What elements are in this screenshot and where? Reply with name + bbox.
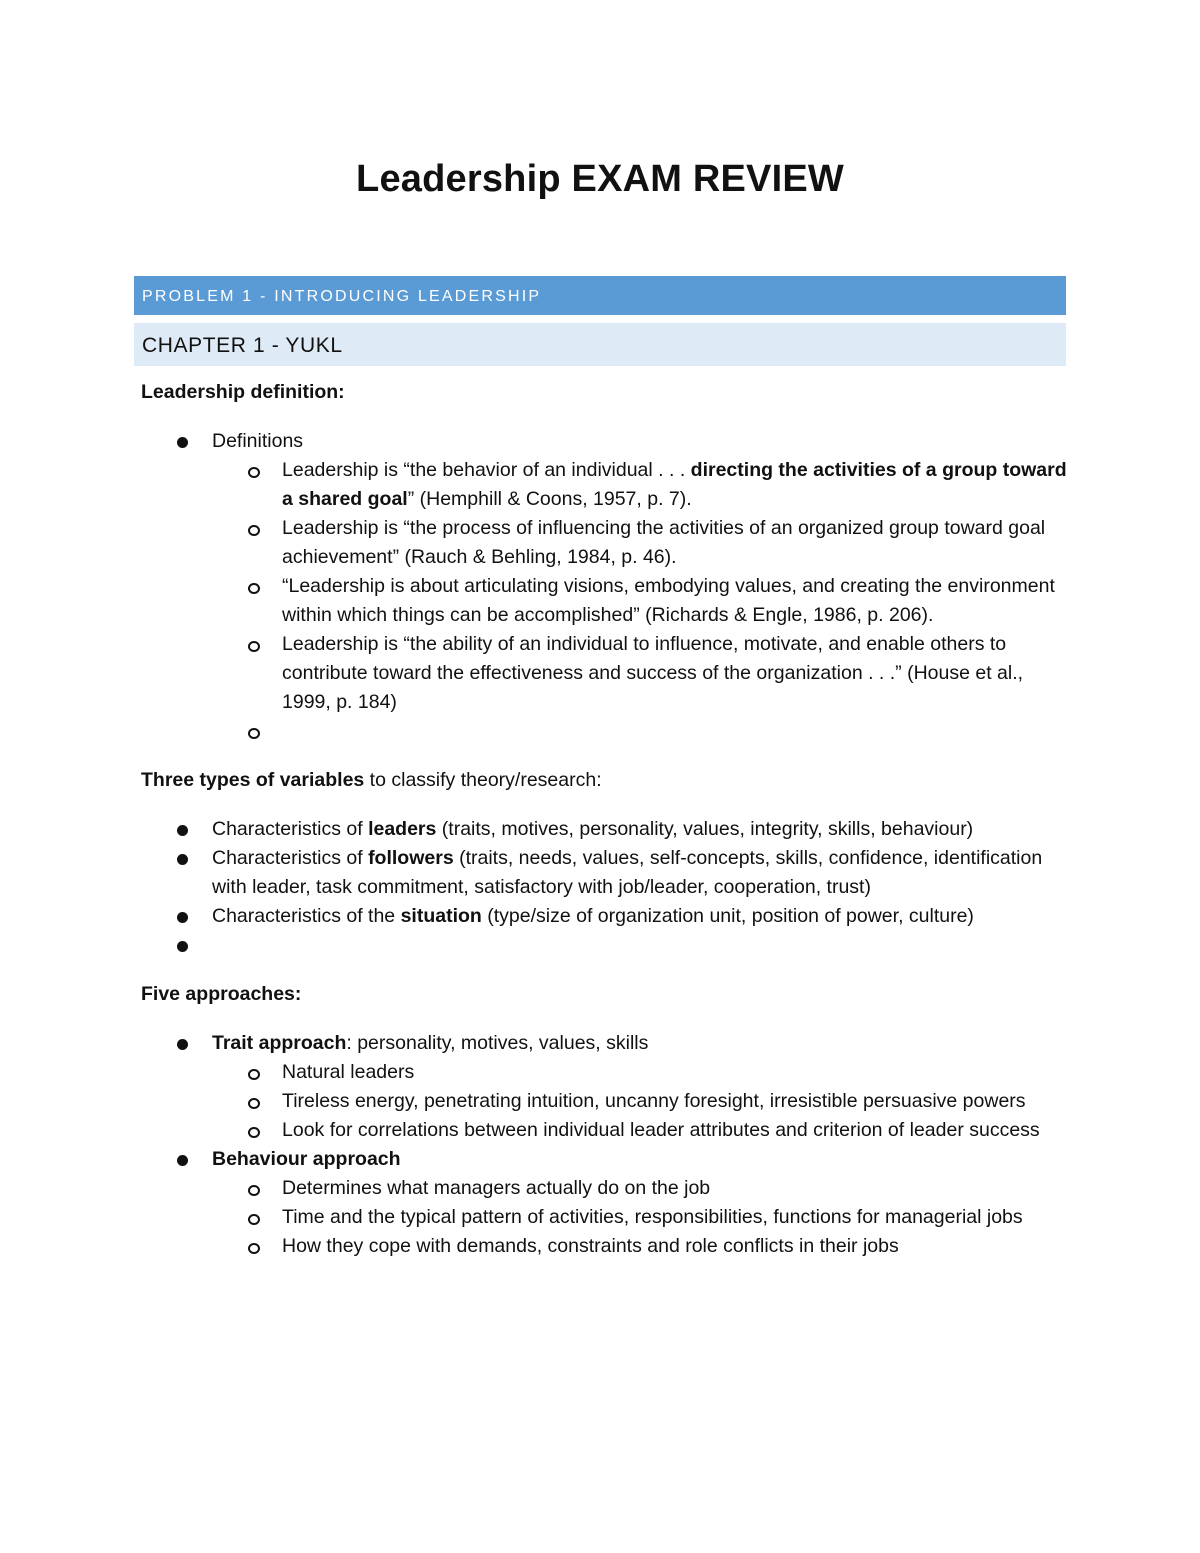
chapter-heading: CHAPTER 1 - YUKL [134, 323, 1066, 366]
circle-bullet-icon [248, 1185, 260, 1196]
definition-item-2: Leadership is “the process of influencing the activities of an organized group toward goal achievement” (Rauch & Behling, 1984, p. 46). [141, 514, 1071, 572]
variables-list [141, 815, 1071, 960]
bullet-icon [177, 912, 188, 923]
bullet-icon [177, 941, 188, 952]
trait-approach-item: Trait approach: personality, motives, values, skills [141, 1029, 1071, 1058]
definition-item-4: Leadership is “the ability of an individual to influence, motivate, and enable others to contribute toward the effectiveness and success of the organization . . .” (House et al., 1999, p. 184) [141, 630, 1071, 717]
bullet-icon [177, 1039, 188, 1050]
definition-item-3: “Leadership is about articulating visions, embodying values, and creating the environment within which things can be accomplished” (Richards & Engle, 1986, p. 206). [141, 572, 1071, 630]
circle-bullet-icon [248, 1069, 260, 1080]
list-item: Definitions [141, 427, 1071, 456]
circle-bullet-icon [248, 1098, 260, 1109]
circle-bullet-icon [248, 641, 260, 652]
bullet-icon [177, 437, 188, 448]
behaviour-subitem: Time and the typical pattern of activities, responsibilities, functions for managerial jobs [141, 1203, 1071, 1232]
behaviour-subitem: How they cope with demands, constraints and role conflicts in their jobs [141, 1232, 1071, 1261]
trait-subitem: Natural leaders [141, 1058, 1071, 1087]
bullet-icon [177, 1155, 188, 1166]
bullet-icon [177, 854, 188, 865]
variable-item-leaders: Characteristics of leaders (traits, motives, personality, values, integrity, skills, behaviour) [141, 815, 1071, 844]
circle-bullet-icon [248, 1243, 260, 1254]
approaches-heading: Five approaches: [141, 983, 302, 1005]
variables-heading: Three types of variables to classify theory/research: [141, 769, 602, 791]
trait-subitem: Look for correlations between individual leader attributes and criterion of leader success [141, 1116, 1071, 1145]
circle-bullet-icon [248, 583, 260, 594]
behaviour-subitem: Determines what managers actually do on the job [141, 1174, 1071, 1203]
circle-bullet-icon [248, 728, 260, 739]
trait-subitem: Tireless energy, penetrating intuition, uncanny foresight, irresistible persuasive powers [141, 1087, 1071, 1116]
definition-item-empty [141, 717, 1071, 746]
approaches-list [141, 1029, 1071, 1261]
circle-bullet-icon [248, 525, 260, 536]
circle-bullet-icon [248, 467, 260, 478]
variable-item-followers: Characteristics of followers (traits, needs, values, self-concepts, skills, confidence, identification with leader, task commitment, satisfactory with job/leader, cooperation, trust) [141, 844, 1071, 902]
circle-bullet-icon [248, 1214, 260, 1225]
document-title: Leadership EXAM REVIEW [356, 158, 844, 200]
problem-heading: PROBLEM 1 - INTRODUCING LEADERSHIP [134, 276, 1066, 315]
definition-item-1: Leadership is “the behavior of an individual . . . directing the activities of a group toward a shared goal” (Hemphill & Coons, 1957, p. 7). [141, 456, 1071, 514]
circle-bullet-icon [248, 1127, 260, 1138]
definitions-list [141, 427, 1071, 746]
variable-item-empty [141, 931, 1071, 960]
leadership-definition-heading: Leadership definition: [141, 381, 345, 403]
document-body [141, 378, 1071, 1261]
variable-item-situation: Characteristics of the situation (type/size of organization unit, position of power, culture) [141, 902, 1071, 931]
bullet-icon [177, 825, 188, 836]
behaviour-approach-item: Behaviour approach [141, 1145, 1071, 1174]
